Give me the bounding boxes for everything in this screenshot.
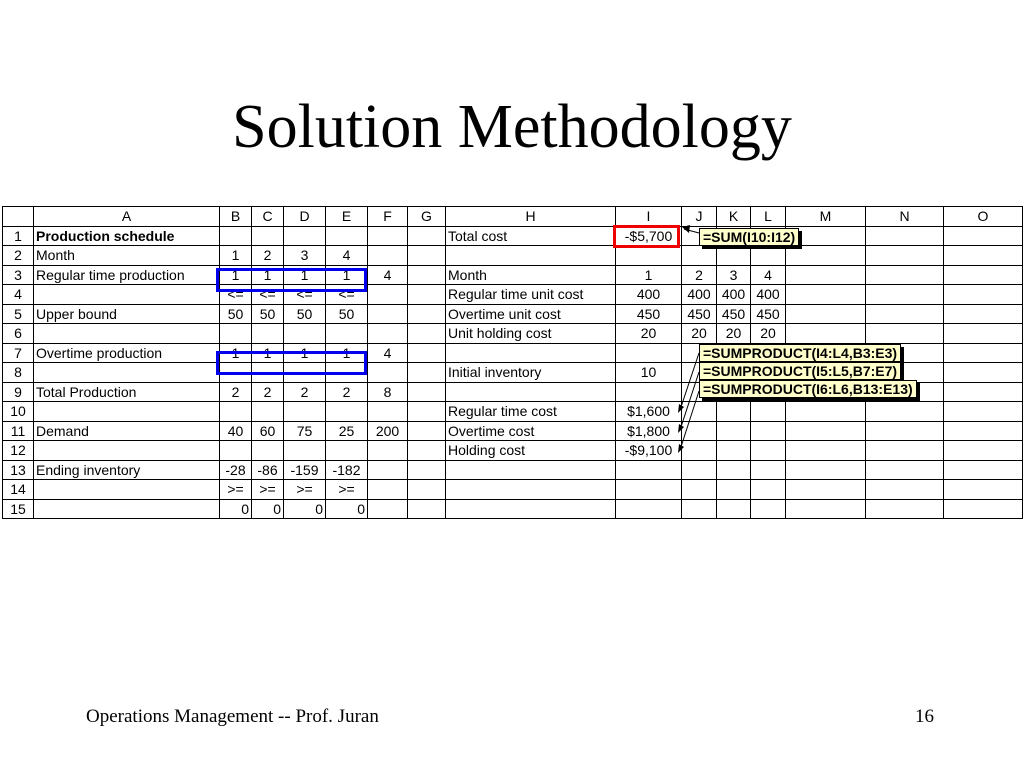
cell[interactable]: 20 — [616, 324, 682, 344]
row-header[interactable]: 9 — [3, 382, 34, 402]
cell[interactable]: 450 — [616, 304, 682, 324]
column-header[interactable]: F — [368, 207, 408, 227]
sumproduct-regular-callout: =SUMPRODUCT(I4:L4,B3:E3) — [699, 344, 901, 362]
cell[interactable]: 2 — [682, 265, 717, 285]
row-header[interactable]: 11 — [3, 421, 34, 441]
column-header[interactable]: N — [866, 207, 944, 227]
cell[interactable]: 0 — [252, 499, 284, 519]
cell[interactable]: 75 — [284, 421, 326, 441]
row-header[interactable]: 5 — [3, 304, 34, 324]
column-header[interactable]: E — [326, 207, 368, 227]
cell[interactable]: 0 — [326, 499, 368, 519]
column-header[interactable]: J — [682, 207, 717, 227]
cell[interactable]: -86 — [252, 460, 284, 480]
cell[interactable]: Overtime unit cost — [446, 304, 616, 324]
cell[interactable]: 8 — [368, 382, 408, 402]
cell[interactable]: 2 — [326, 382, 368, 402]
cell[interactable]: Unit holding cost — [446, 324, 616, 344]
column-header[interactable]: G — [408, 207, 446, 227]
sumproduct-overtime-callout: =SUMPRODUCT(I5:L5,B7:E7) — [699, 362, 901, 380]
cell[interactable]: >= — [326, 480, 368, 500]
footer-text: Operations Management -- Prof. Juran — [86, 706, 379, 727]
cell[interactable]: >= — [252, 480, 284, 500]
row-header[interactable]: 13 — [3, 460, 34, 480]
row-header[interactable]: 2 — [3, 246, 34, 266]
cell[interactable]: 450 — [682, 304, 717, 324]
cell[interactable]: 3 — [284, 246, 326, 266]
cell[interactable]: Overtime cost — [446, 421, 616, 441]
row-header[interactable]: 3 — [3, 265, 34, 285]
cell[interactable]: 1 — [326, 343, 368, 363]
cell[interactable]: 20 — [751, 324, 786, 344]
row-header[interactable]: 4 — [3, 285, 34, 305]
cell[interactable]: 4 — [326, 246, 368, 266]
row-header[interactable]: 12 — [3, 441, 34, 461]
cell[interactable]: 4 — [368, 343, 408, 363]
cell[interactable]: 4 — [751, 265, 786, 285]
cell[interactable]: -182 — [326, 460, 368, 480]
cell[interactable]: Upper bound — [34, 304, 220, 324]
cell[interactable]: 1 — [252, 265, 284, 285]
cell[interactable]: 0 — [220, 499, 252, 519]
column-header[interactable]: O — [944, 207, 1023, 227]
cell[interactable]: 60 — [252, 421, 284, 441]
sumproduct-holding-callout: =SUMPRODUCT(I6:L6,B13:E13) — [699, 380, 917, 398]
cell[interactable]: 1 — [220, 343, 252, 363]
row-header[interactable]: 14 — [3, 480, 34, 500]
cell[interactable]: $1,600 — [616, 402, 682, 422]
cell[interactable]: Production schedule — [34, 226, 220, 246]
slide-title: Solution Methodology — [232, 93, 792, 161]
cell[interactable]: 10 — [616, 363, 682, 383]
cell[interactable]: -159 — [284, 460, 326, 480]
cell[interactable]: 400 — [751, 285, 786, 305]
cell[interactable]: 1 — [284, 265, 326, 285]
cell[interactable]: 50 — [284, 304, 326, 324]
cell[interactable]: 20 — [717, 324, 751, 344]
cell[interactable]: Month — [34, 246, 220, 266]
cell[interactable]: -28 — [220, 460, 252, 480]
cell[interactable]: 450 — [751, 304, 786, 324]
cell[interactable]: 1 — [220, 246, 252, 266]
cell[interactable]: Overtime production — [34, 343, 220, 363]
cell[interactable]: >= — [284, 480, 326, 500]
cell[interactable]: Regular time unit cost — [446, 285, 616, 305]
cell[interactable]: 1 — [220, 265, 252, 285]
cell[interactable]: 1 — [326, 265, 368, 285]
cell[interactable]: 40 — [220, 421, 252, 441]
cell[interactable]: -$9,100 — [616, 441, 682, 461]
row-header[interactable]: 15 — [3, 499, 34, 519]
cell[interactable]: 2 — [252, 382, 284, 402]
row-header[interactable]: 8 — [3, 363, 34, 383]
cell[interactable]: Demand — [34, 421, 220, 441]
cell[interactable]: <= — [284, 285, 326, 305]
sum-formula-callout: =SUM(I10:I12) — [699, 228, 799, 246]
cell[interactable]: 2 — [284, 382, 326, 402]
row-header[interactable]: 1 — [3, 226, 34, 246]
cell[interactable]: 50 — [220, 304, 252, 324]
cell[interactable]: 1 — [616, 265, 682, 285]
row-header[interactable]: 7 — [3, 343, 34, 363]
cell[interactable]: 50 — [252, 304, 284, 324]
column-header[interactable]: M — [786, 207, 866, 227]
cell[interactable]: 1 — [252, 343, 284, 363]
cell[interactable]: Month — [446, 265, 616, 285]
cell[interactable]: Regular time production — [34, 265, 220, 285]
cell[interactable]: 25 — [326, 421, 368, 441]
cell[interactable]: 400 — [717, 285, 751, 305]
column-header[interactable]: H — [446, 207, 616, 227]
cell[interactable]: 400 — [682, 285, 717, 305]
row-header[interactable]: 6 — [3, 324, 34, 344]
cell[interactable]: 20 — [682, 324, 717, 344]
cell[interactable]: 400 — [616, 285, 682, 305]
cell[interactable]: Ending inventory — [34, 460, 220, 480]
column-header[interactable]: C — [252, 207, 284, 227]
cell[interactable]: 2 — [220, 382, 252, 402]
cell[interactable]: <= — [326, 285, 368, 305]
cell[interactable]: <= — [220, 285, 252, 305]
column-header[interactable]: A — [34, 207, 220, 227]
column-header[interactable]: B — [220, 207, 252, 227]
cell[interactable]: 50 — [326, 304, 368, 324]
cell[interactable]: >= — [220, 480, 252, 500]
cell[interactable]: 3 — [717, 265, 751, 285]
cell[interactable]: 450 — [717, 304, 751, 324]
column-header[interactable]: L — [751, 207, 786, 227]
cell[interactable]: 2 — [252, 246, 284, 266]
column-header[interactable]: D — [284, 207, 326, 227]
column-header[interactable]: K — [717, 207, 751, 227]
cell[interactable]: Total Production — [34, 382, 220, 402]
page-number: 16 — [915, 706, 934, 727]
cell[interactable]: Holding cost — [446, 441, 616, 461]
cell[interactable]: 4 — [368, 265, 408, 285]
cell[interactable]: Initial inventory — [446, 363, 616, 383]
cell[interactable]: 0 — [284, 499, 326, 519]
cell[interactable]: -$5,700 — [616, 226, 682, 246]
cell[interactable]: 1 — [284, 343, 326, 363]
cell[interactable]: Regular time cost — [446, 402, 616, 422]
cell[interactable]: <= — [252, 285, 284, 305]
row-header[interactable]: 10 — [3, 402, 34, 422]
cell[interactable]: 200 — [368, 421, 408, 441]
cell[interactable]: Total cost — [446, 226, 616, 246]
cell[interactable]: $1,800 — [616, 421, 682, 441]
column-header[interactable]: I — [616, 207, 682, 227]
